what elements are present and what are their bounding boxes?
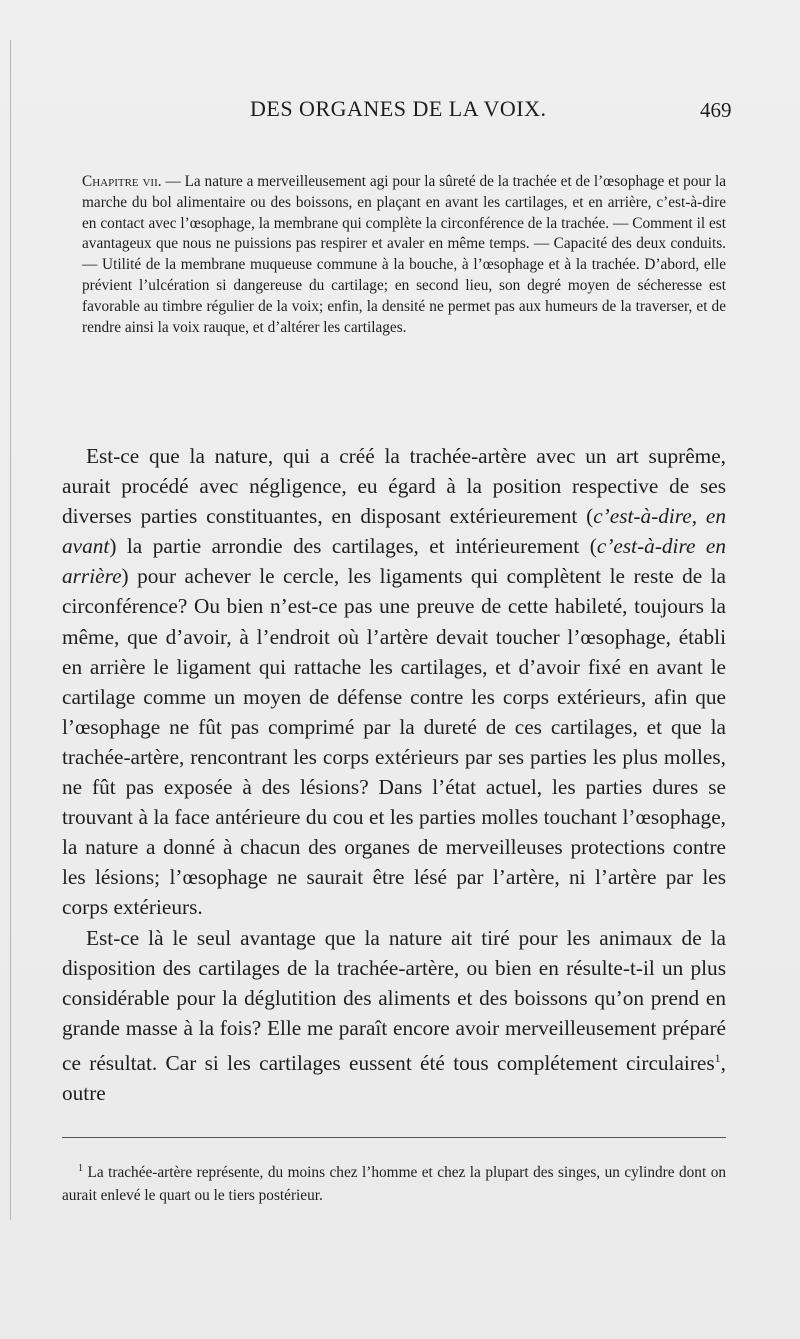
paragraph-1-italic-a: c’est-à-dire, en avant	[62, 504, 726, 559]
paragraph-1-part-c: ) pour achever le cercle, les ligaments qui complètent le reste de la circonférence? Ou bien n’est-ce pas une preuve de cette habileté, toujours la même, que d’avoir, à l’endroit où l’artère devait toucher l’œsophage, établi en arrière le ligament qui rattache les cartilages, et d’avoir fixé en avant le cartilage comme un moyen de défense contre les corps extérieurs, afin que l’œsophage ne fût pas comprimé par la dureté de ces cartilages, et que la trachée-artère, rencontrant les corps extérieurs par ses parties les plus molles, ne fût pas exposée à des lésions? Dans l’état actuel, les parties dures se trouvant à la face antérieure du cou et les parties molles touchant l’œsophage, la nature a donné à chacun des organes de merveilleuses protections contre les lésions; l’œsophage ne saurait être lésé par l’artère, ni l’artère par les corps extérieurs.	[62, 564, 726, 920]
paragraph-1-part-b: ) la partie arrondie des cartilages, et intérieurement (	[109, 534, 597, 559]
page-edge-line	[10, 40, 11, 1220]
running-title: DES ORGANES DE LA VOIX.	[250, 96, 547, 121]
summary-text: — La nature a merveilleusement agi pour la sûreté de la trachée et de l’œsophage et pour la marche du bol alimentaire ou des boissons, en plaçant en avant les cartilages, et en arrière, c’est-à-dire en contact avec l’œsophage, la membrane qui complète la circonférence de la trachée. — Comment il est avantageux que nous ne puissions pas respirer et avaler en même temps. — Capacité des deux conduits. — Utilité de la membrane muqueuse commune à la bouche, à l’œsophage et à la trachée. D’abord, elle prévient l’ulcération si dangereuse du cartilage; en second lieu, son degré moyen de sécheresse est favorable au timbre régulier de la voix; enfin, la densité ne permet pas aux humeurs de la traverser, et de rendre ainsi la voix rauque, et d’altérer les cartilages.	[82, 173, 726, 336]
page-header	[0, 96, 800, 136]
chapter-label: Chapitre vii.	[82, 173, 162, 190]
paragraph-2	[62, 923, 726, 1109]
footnote-text: La trachée-artère représente, du moins chez l’homme et chez la plupart des singes, un cylindre dont on aurait enlevé le quart ou le tiers postérieur.	[62, 1164, 726, 1205]
paragraph-1	[62, 441, 726, 923]
footnote-divider	[62, 1137, 726, 1138]
footnote-marker: 1	[78, 1163, 83, 1174]
page-number: 469	[700, 98, 732, 122]
footnote-reference: 1	[714, 1050, 721, 1065]
paragraph-2-part-b: , outre	[62, 1050, 726, 1106]
paragraph-2-part-a: Est-ce là le seul avantage que la nature ait tiré pour les animaux de la disposition des cartilages de la trachée-artère, ou bien en résulte-t-il un plus considérable pour la déglutition des aliments et des boissons qu’on prend en grande masse à la fois? Elle me paraît encore avoir merveilleusement préparé ce résultat. Car si les cartilages eussent été tous complétement circulaires	[62, 925, 726, 1075]
main-text	[62, 441, 726, 1108]
paragraph-1-part-a: Est-ce que la nature, qui a créé la trachée-artère avec un art suprême, aurait procédé avec négligence, eu égard à la position respective de ses diverses parties constituantes, en disposant extérieurement (	[62, 444, 726, 529]
chapter-summary	[82, 172, 726, 338]
paragraph-1-italic-b: c’est-à-dire en arrière	[62, 534, 726, 589]
footnote	[62, 1157, 726, 1207]
